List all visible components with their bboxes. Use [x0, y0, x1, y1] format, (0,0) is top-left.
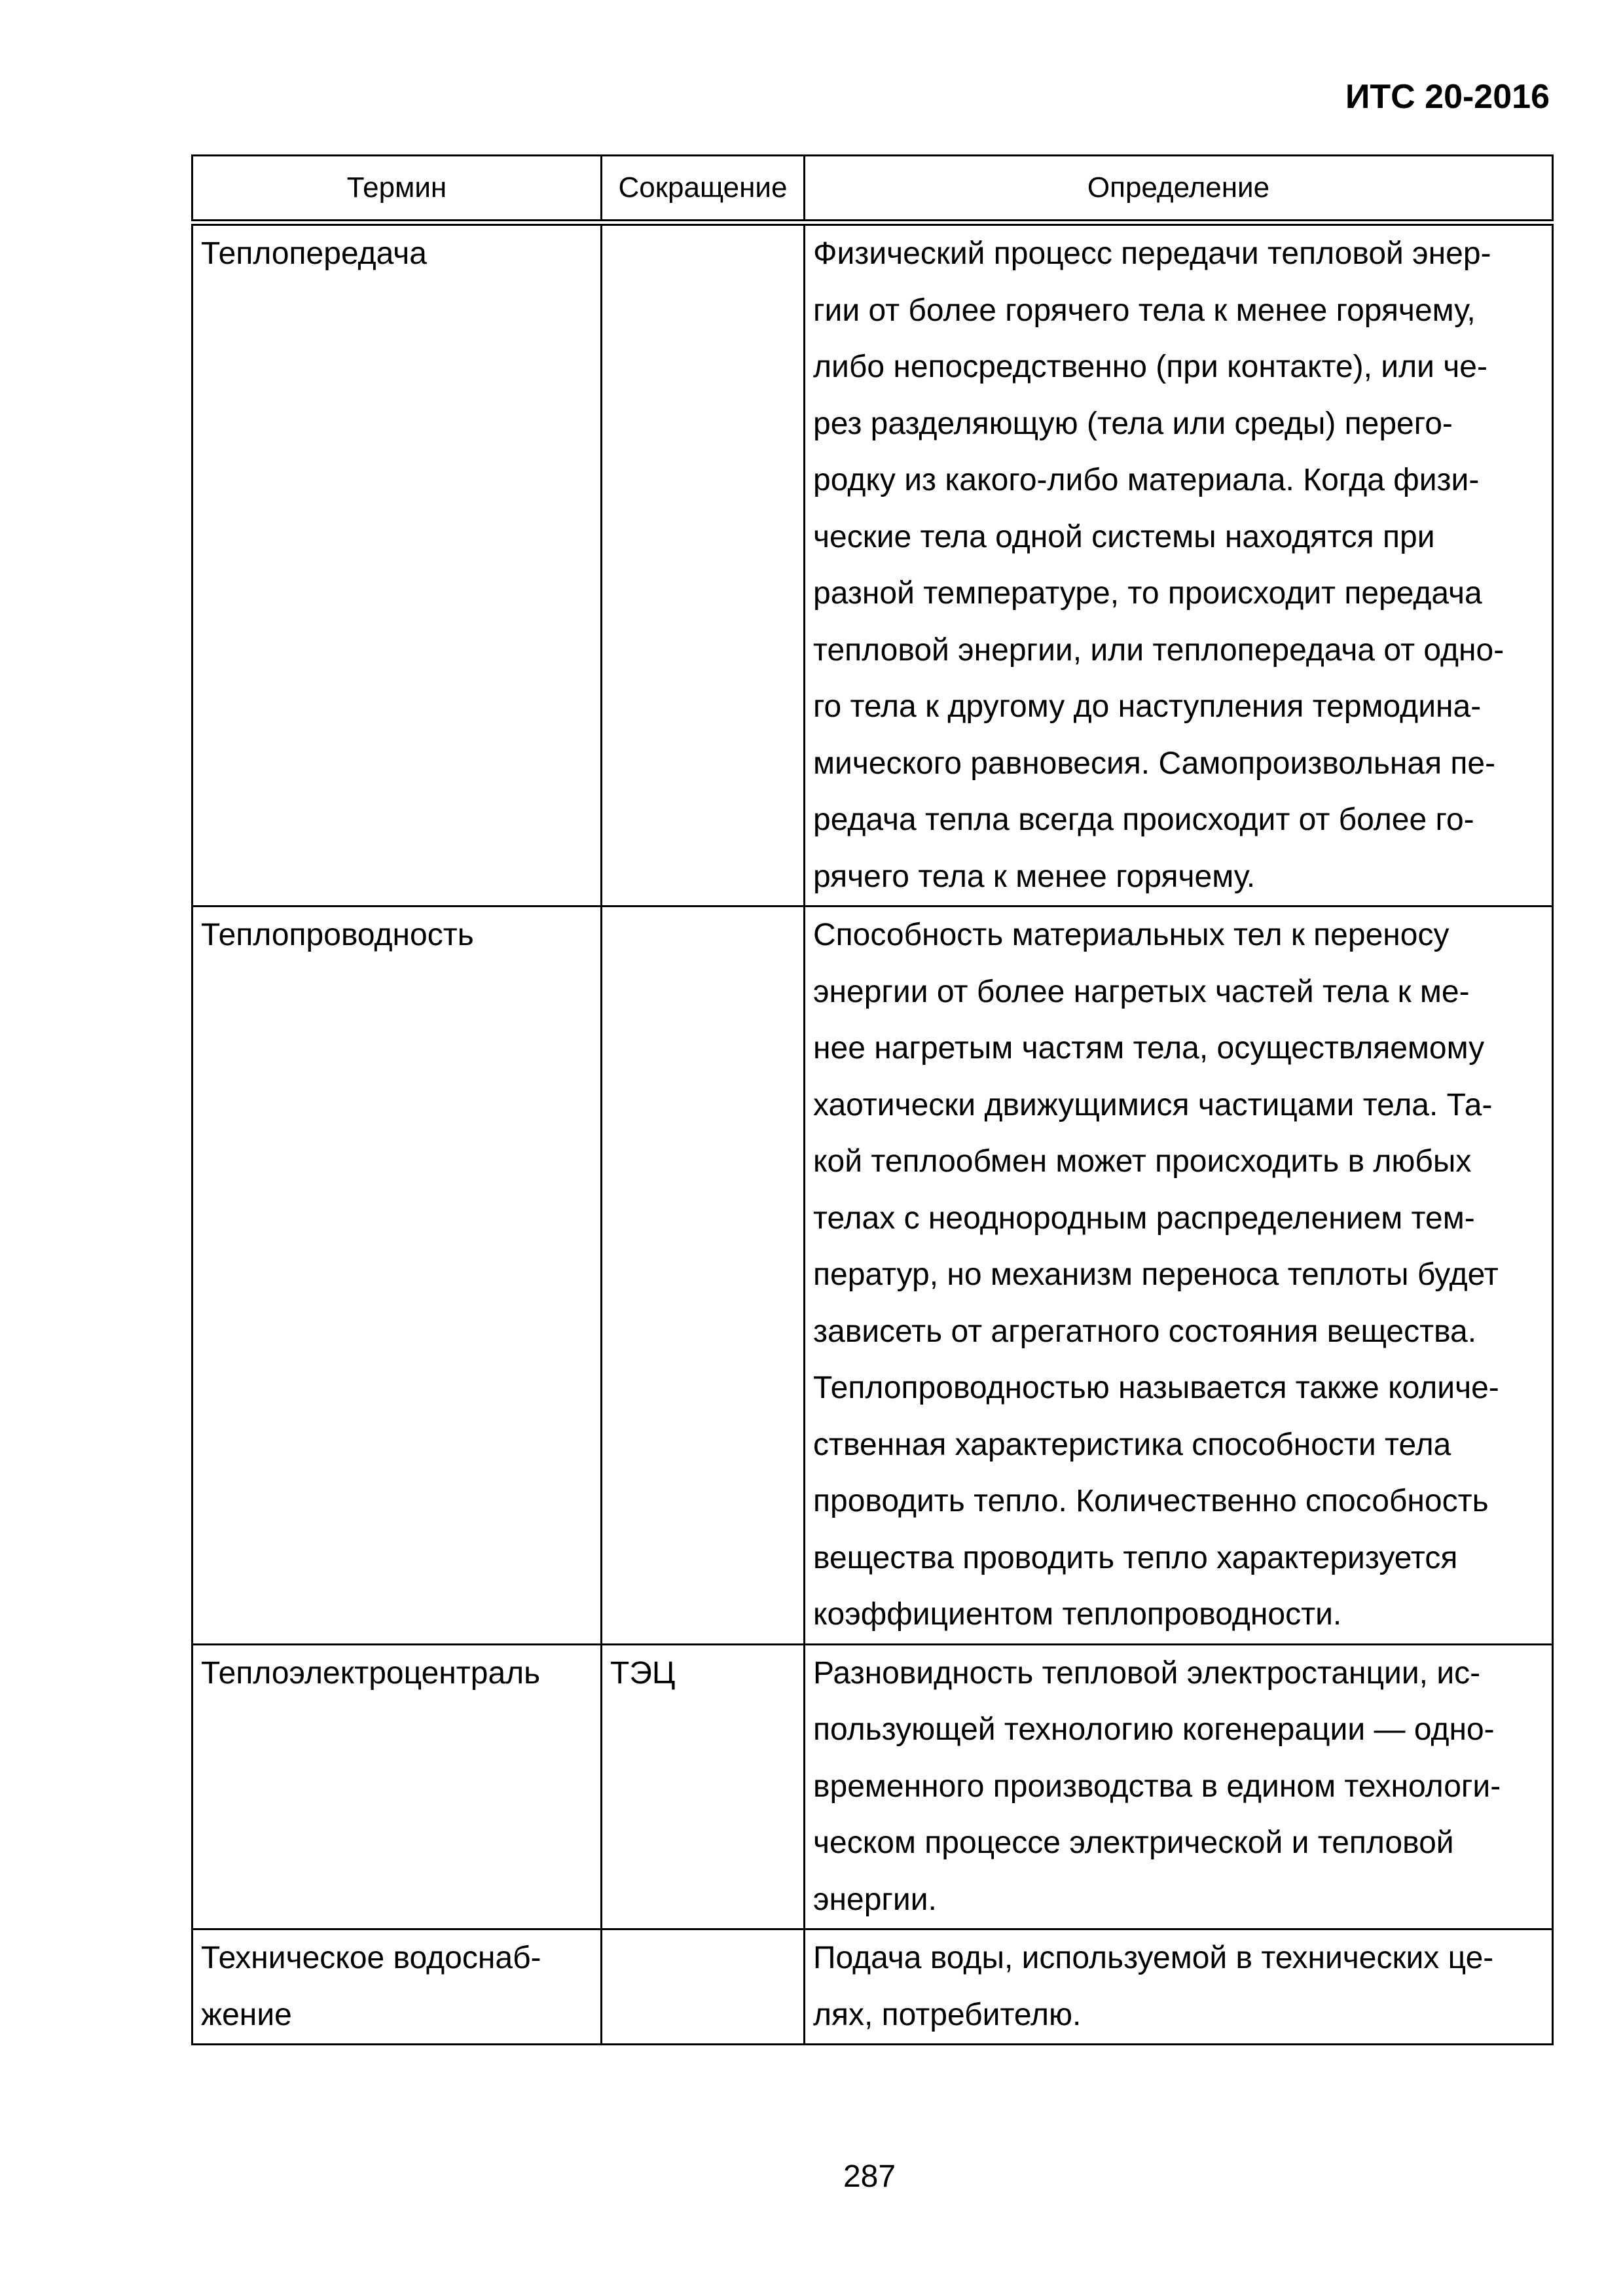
definition-line: Разновидность тепловой электростанции, ис- — [813, 1655, 1481, 1691]
term-cell — [192, 1929, 602, 2045]
abbreviation-cell — [602, 1929, 805, 2045]
term-cell — [192, 223, 602, 906]
definition-line: энергии. — [813, 1882, 937, 1917]
definition-line: коэффициентом теплопроводности. — [813, 1597, 1342, 1632]
definition-line: гии от более горячего тела к менее горячему, — [813, 293, 1476, 328]
definition-line: энергии от более нагретых частей тела к ме- — [813, 974, 1470, 1009]
term-line: жение — [201, 1997, 292, 2032]
definition-line: Теплопроводностью называется также количе- — [813, 1371, 1499, 1405]
definition-line: разной температуре, то происходит передача — [813, 576, 1482, 611]
definition-line: Способность материальных тел к переносу — [813, 918, 1450, 952]
definition-line: кой теплообмен может происходить в любых — [813, 1144, 1472, 1179]
definition-line: ческие тела одной системы находятся при — [813, 519, 1435, 554]
definition-line: хаотически движущимися частицами тела. Та- — [813, 1087, 1493, 1122]
definition-line: временного производства в едином технологи- — [813, 1768, 1501, 1804]
term-cell — [192, 906, 602, 1645]
definition-cell — [805, 1644, 1553, 1929]
definition-line: рячего тела к менее горячему. — [813, 859, 1256, 894]
term-line: Теплопроводность — [201, 918, 474, 952]
definition-line: ператур, но механизм переноса теплоты будет — [813, 1257, 1499, 1292]
terms-table — [191, 154, 1554, 2045]
definition-line: лях, потребителю. — [813, 1997, 1082, 2032]
definition-line: мического равновесия. Самопроизвольная пе- — [813, 745, 1496, 781]
table-row — [192, 906, 1553, 1645]
definition-line: либо непосредственно (при контакте), или че- — [813, 350, 1487, 384]
definition-line: редача тепла всегда происходит от более го- — [813, 802, 1474, 837]
definition-line: ческом процессе электрической и тепловой — [813, 1825, 1454, 1860]
definition-line: го тела к другому до наступления термодина- — [813, 689, 1482, 724]
abbreviation-cell: ТЭЦ — [602, 1644, 805, 1929]
definition-cell — [805, 223, 1553, 906]
column-header-definition: Определение — [805, 156, 1553, 223]
table-row — [192, 223, 1553, 906]
definition-line: ственная характеристика способности тела — [813, 1427, 1451, 1462]
term-line: Теплопередача — [201, 236, 427, 271]
term-cell — [192, 1644, 602, 1929]
definition-line: вещества проводить тепло характеризуется — [813, 1540, 1458, 1575]
definition-cell — [805, 1929, 1553, 2045]
abbreviation-cell — [602, 223, 805, 906]
definition-line: Физический процесс передачи тепловой энер- — [813, 236, 1491, 271]
definition-cell — [805, 906, 1553, 1645]
definition-line: родку из какого-либо материала. Когда физи- — [813, 463, 1480, 497]
definition-line: пользующей технологию когенерации — одно- — [813, 1712, 1495, 1747]
definition-line: тепловой энергии, или теплопередача от одно- — [813, 632, 1504, 668]
table-row — [192, 1929, 1553, 2045]
definition-line: Подача воды, используемой в технических це- — [813, 1941, 1494, 1975]
table-body — [192, 223, 1553, 2045]
column-header-term: Термин — [192, 156, 602, 223]
document-code: ИТС 20-2016 — [1345, 78, 1550, 116]
abbreviation-cell — [602, 906, 805, 1645]
definition-line: нее нагретым частям тела, осуществляемому — [813, 1031, 1485, 1066]
definition-line: проводить тепло. Количественно способность — [813, 1484, 1489, 1518]
page-number: 287 — [843, 2159, 896, 2194]
term-line: Техническое водоснаб- — [201, 1941, 541, 1975]
term-line: Теплоэлектроцентраль — [201, 1655, 541, 1691]
table-row — [192, 1644, 1553, 1929]
definition-line: зависеть от агрегатного состояния вещества. — [813, 1314, 1477, 1349]
column-header-abbreviation: Сокращение — [602, 156, 805, 223]
definition-line: рез разделяющую (тела или среды) перего- — [813, 406, 1453, 441]
definition-line: телах с неоднородным распределением тем- — [813, 1200, 1475, 1236]
table-header-row — [192, 156, 1553, 223]
